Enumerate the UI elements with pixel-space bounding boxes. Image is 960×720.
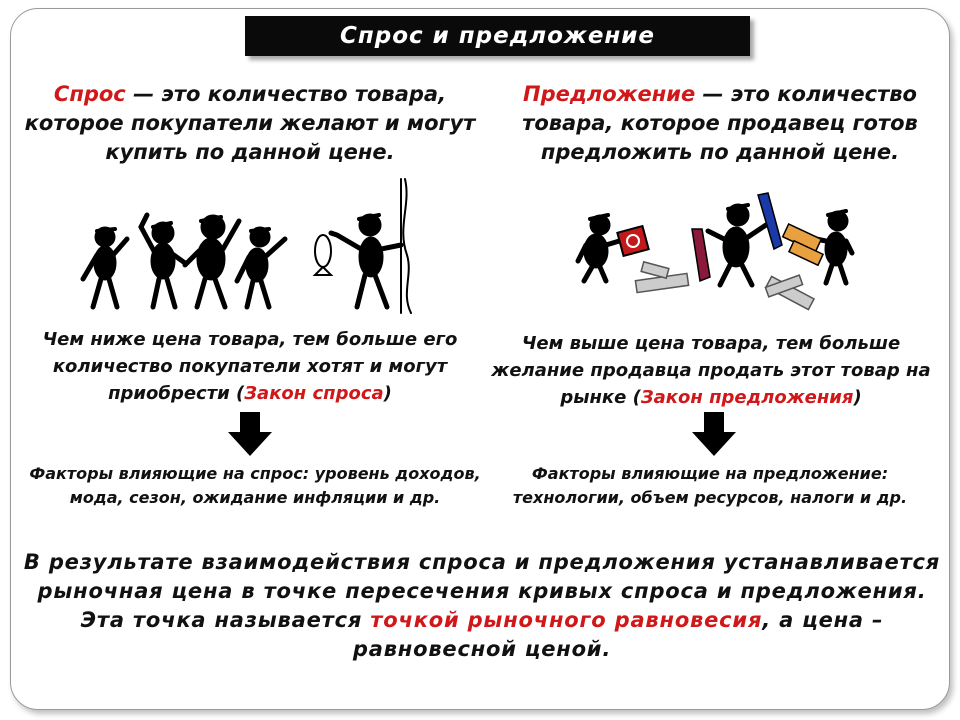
tie-icon-red	[692, 229, 710, 281]
equilibrium-term: точкой рыночного равновесия	[370, 608, 763, 632]
tie-icon-blue	[758, 193, 782, 249]
fisherman-figure	[331, 179, 411, 313]
demand-law-close: )	[383, 383, 392, 404]
conclusion-text-start: В результате взаимодействия спроса и предложения устанавливается рыночная цена в точке пересечения кривых спроса и предложения. Эта точка называется	[23, 550, 941, 632]
fish-icon	[315, 235, 331, 275]
buyer-figure-2	[141, 215, 185, 307]
demand-law	[10, 326, 490, 407]
arrow-down-icon	[228, 412, 272, 456]
demand-definition-text: — это количество товара, которое покупатели желают и могут купить по данной цене.	[24, 82, 476, 164]
supply-law-name: Закон предложения	[640, 387, 854, 408]
supply-definition	[490, 80, 950, 167]
buyer-figure-3	[185, 215, 239, 307]
buyers-illustration	[75, 175, 435, 315]
supply-law	[476, 330, 946, 411]
buyer-figure-4	[237, 227, 285, 307]
supply-factors: Факторы влияющие на предложение: технологии, объем ресурсов, налоги и др.	[512, 464, 908, 507]
goods-icon	[635, 262, 814, 310]
arrow-down-icon	[692, 412, 736, 456]
demand-law-name: Закон спроса	[244, 383, 384, 404]
supply-term: Предложение	[523, 82, 696, 106]
boxes-icon	[783, 224, 823, 265]
supply-law-text: Чем выше цена товара, тем больше желание продавца продать этот товар на рынке (	[491, 333, 931, 408]
seller-figure-2	[708, 204, 766, 285]
demand-definition	[20, 80, 480, 167]
slide-title: Спрос и предложение	[245, 16, 750, 56]
demand-factors: Факторы влияющие на спрос: уровень доходов, мода, сезон, ожидание инфляции и др.	[29, 464, 481, 507]
telephone-icon	[617, 226, 648, 256]
conclusion-text	[22, 548, 942, 664]
demand-law-text: Чем ниже цена товара, тем больше его количество покупатели хотят и могут приобрести (	[42, 329, 458, 404]
supply-definition-text: — это количество товара, которое продавец готов предложить по данной цене.	[522, 82, 918, 164]
sellers-illustration	[570, 185, 870, 320]
supply-law-close: )	[853, 387, 862, 408]
seller-figure-1	[578, 215, 626, 281]
demand-term: Спрос	[53, 82, 126, 106]
conclusion-text-end: , а цена – равновесной ценой.	[352, 608, 884, 661]
buyer-figure-1	[83, 227, 127, 307]
